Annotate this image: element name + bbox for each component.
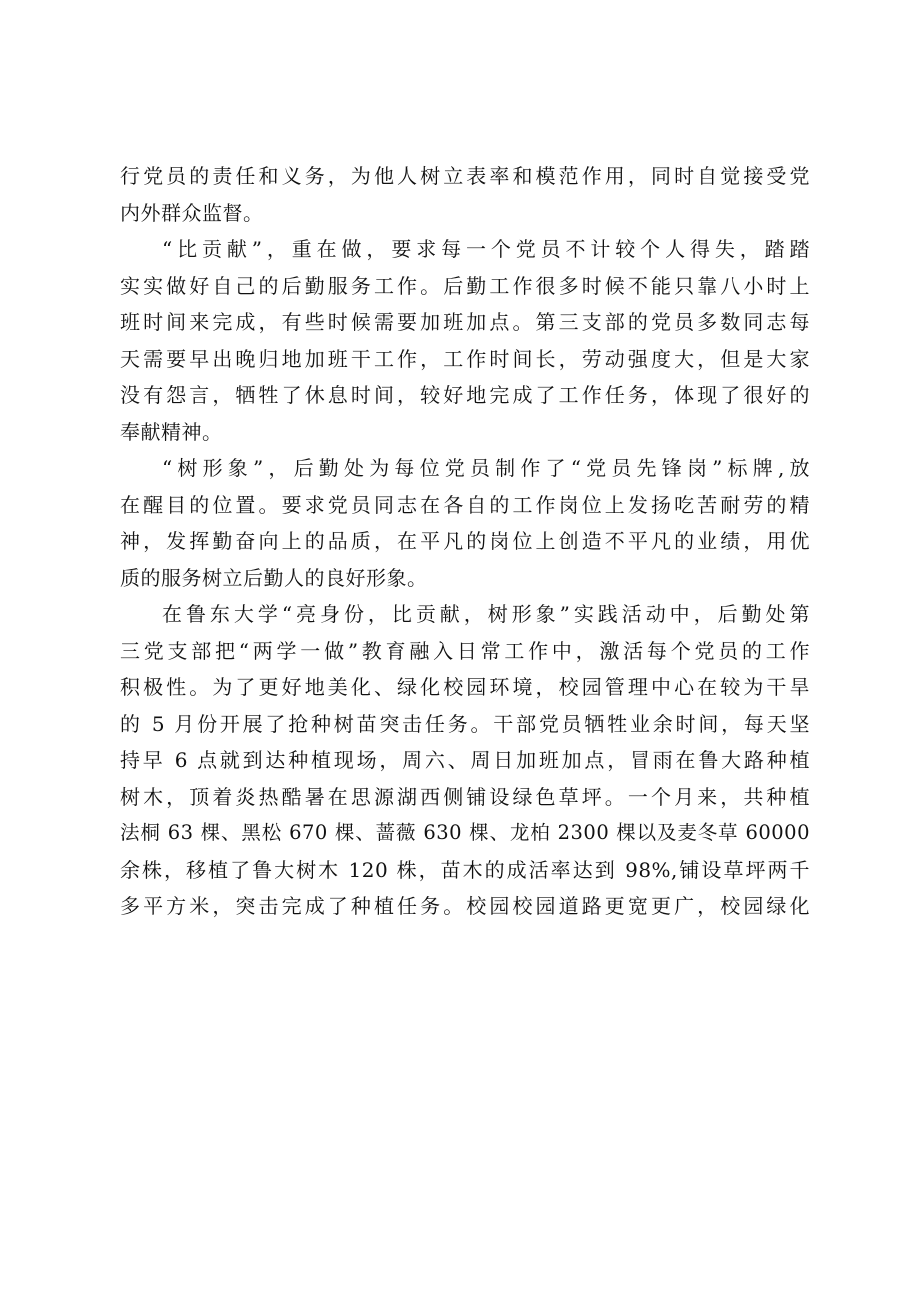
text-line: 班时间来完成，有些时候需要加班加点。第三支部的党员多数同志每: [120, 310, 810, 334]
paragraph-first-line: 在鲁东大学“亮身份，比贡献，树形象”实践活动中，后勤处第: [162, 602, 810, 626]
text-line: 行党员的责任和义务，为他人树立表率和模范作用，同时自觉接受党: [120, 164, 810, 188]
text-line: 持早 6 点就到达种植现场，周六、周日加班加点，冒雨在鲁大路种植: [120, 748, 810, 772]
paragraph-first-line: “树形象”，后勤处为每位党员制作了“党员先锋岗”标牌,放: [162, 456, 810, 480]
text-line: 质的服务树立后勤人的良好形象。: [120, 565, 428, 590]
document-body: [120, 158, 810, 925]
text-line: 没有怨言，牺牲了休息时间，较好地完成了工作任务，体现了很好的: [120, 383, 810, 407]
text-line: 的 5 月份开展了抢种树苗突击任务。干部党员牺牲业余时间，每天坚: [120, 711, 810, 736]
text-line: 多平方米，突击完成了种植任务。校园校园道路更宽更广，校园绿化: [120, 894, 810, 918]
paragraph-first-line: “比贡献”，重在做，要求每一个党员不计较个人得失，踏踏: [162, 237, 810, 261]
text-line: 积极性。为了更好地美化、绿化校园环境，校园管理中心在较为干旱: [120, 675, 810, 699]
text-line: 奉献精神。: [120, 419, 223, 444]
text-line: 内外群众监督。: [120, 200, 264, 225]
text-line: 实实做好自己的后勤服务工作。后勤工作很多时候不能只靠八小时上: [120, 273, 810, 298]
text-line: 法桐 63 棵、黑松 670 棵、蔷薇 630 棵、龙柏 2300 棵以及麦冬草 60000: [120, 821, 810, 844]
text-line: 天需要早出晚归地加班干工作，工作时间长，劳动强度大，但是大家: [120, 346, 810, 371]
text-line: 余株，移植了鲁大树木 120 株，苗木的成活率达到 98%,铺设草坪两千: [120, 857, 810, 882]
text-line: 神，发挥勤奋向上的品质，在平凡的岗位上创造不平凡的业绩，用优: [120, 529, 810, 553]
text-line: 树木，顶着炎热酷暑在思源湖西侧铺设绿色草坪。一个月来，共种植: [120, 784, 810, 809]
text-line: 在醒目的位置。要求党员同志在各自的工作岗位上发扬吃苦耐劳的精: [120, 492, 810, 517]
text-line: 三党支部把“两学一做”教育融入日常工作中，激活每个党员的工作: [120, 638, 810, 663]
